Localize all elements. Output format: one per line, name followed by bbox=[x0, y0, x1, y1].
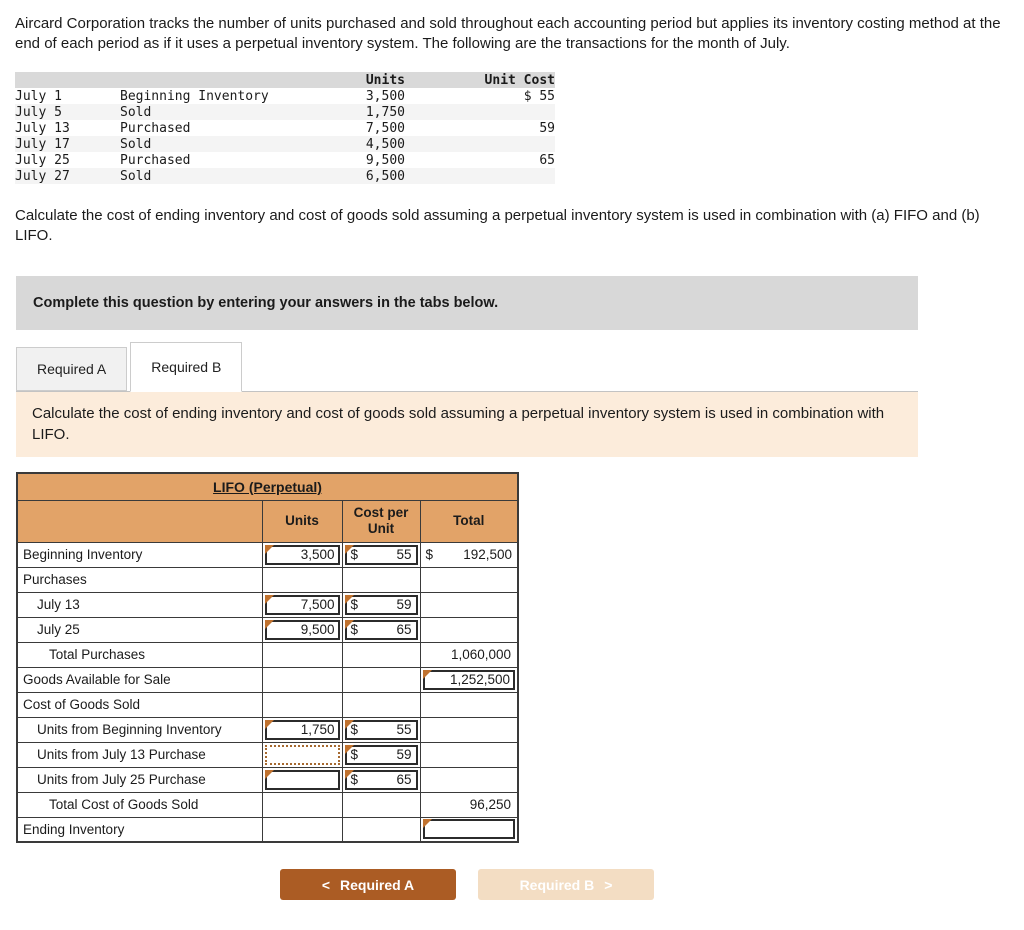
beginning-inventory-total: $ 192,500 bbox=[425, 547, 512, 562]
row-july-13: July 13 7,500 $ 59 bbox=[17, 592, 518, 617]
row-july-25: July 25 9,500 $ 65 bbox=[17, 617, 518, 642]
label-column-header bbox=[17, 500, 262, 542]
units-from-july-25-input[interactable] bbox=[265, 770, 340, 790]
july-13-cost-input[interactable]: $ 59 bbox=[345, 595, 418, 615]
problem-statement: Aircard Corporation tracks the number of units purchased and sold throughout each accounting period but applies its inventory costing method at the end of each period as if it uses a perpetual inventory system. The following are the transactions for the month of July. bbox=[15, 15, 1001, 52]
total-cogs-value: 96,250 bbox=[420, 792, 518, 817]
chevron-right-icon: > bbox=[604, 876, 613, 893]
total-purchases-value: 1,060,000 bbox=[420, 642, 518, 667]
ending-inventory-total-input[interactable] bbox=[423, 819, 516, 839]
lifo-header-row bbox=[17, 500, 518, 542]
lifo-title-row bbox=[17, 473, 518, 500]
row-total-purchases: Total Purchases 1,060,000 bbox=[17, 642, 518, 667]
required-a-button[interactable]: < Required A bbox=[280, 869, 456, 900]
tab-required-b[interactable]: Required B bbox=[130, 342, 242, 392]
table-row: July 17 Sold 4,500 bbox=[15, 136, 555, 152]
tab-instruction: Calculate the cost of ending inventory and cost of goods sold assuming a perpetual inventory system is used in combination with LIFO. bbox=[16, 392, 918, 457]
unit-cost-column-header: Unit Cost bbox=[405, 72, 555, 88]
july-13-units-input[interactable]: 7,500 bbox=[265, 595, 340, 615]
lifo-worksheet-table bbox=[16, 472, 519, 843]
cost-per-unit-column-header: Cost per Unit bbox=[342, 500, 420, 542]
units-column-header: Units bbox=[262, 500, 342, 542]
lifo-table-title: LIFO (Perpetual) bbox=[213, 478, 322, 495]
row-purchases: Purchases bbox=[17, 567, 518, 592]
row-units-from-beginning-inventory: Units from Beginning Inventory 1,750 $ 55 bbox=[17, 717, 518, 742]
row-total-cost-of-goods-sold: Total Cost of Goods Sold 96,250 bbox=[17, 792, 518, 817]
table-row: July 1 Beginning Inventory 3,500 $ 55 bbox=[15, 88, 555, 104]
beginning-inventory-units-input[interactable]: 3,500 bbox=[265, 545, 340, 565]
row-ending-inventory: Ending Inventory bbox=[17, 817, 518, 842]
table-row: July 27 Sold 6,500 bbox=[15, 168, 555, 184]
table-row: July 5 Sold 1,750 bbox=[15, 104, 555, 120]
units-from-july-25-cost-input[interactable]: $ 65 bbox=[345, 770, 418, 790]
table-row: July 13 Purchased 7,500 59 bbox=[15, 120, 555, 136]
row-units-from-july-25-purchase: Units from July 25 Purchase $ 65 bbox=[17, 767, 518, 792]
row-units-from-july-13-purchase: Units from July 13 Purchase $ 59 bbox=[17, 742, 518, 767]
row-cost-of-goods-sold: Cost of Goods Sold bbox=[17, 692, 518, 717]
transactions-table bbox=[15, 72, 555, 184]
goods-available-total-input[interactable]: 1,252,500 bbox=[423, 670, 516, 690]
row-beginning-inventory: Beginning Inventory 3,500 $ 55 $ 192,500 bbox=[17, 542, 518, 567]
july-25-units-input[interactable]: 9,500 bbox=[265, 620, 340, 640]
total-column-header: Total bbox=[420, 500, 518, 542]
chevron-left-icon: < bbox=[321, 876, 331, 893]
units-from-beginning-inventory-cost-input[interactable]: $ 55 bbox=[345, 720, 418, 740]
required-b-button[interactable]: Required B > bbox=[478, 869, 654, 900]
transactions-header-row bbox=[15, 72, 555, 88]
table-row: July 25 Purchased 9,500 65 bbox=[15, 152, 555, 168]
units-from-july-13-input[interactable] bbox=[265, 745, 340, 765]
row-goods-available: Goods Available for Sale 1,252,500 bbox=[17, 667, 518, 692]
units-column-header: Units bbox=[305, 72, 405, 88]
beginning-inventory-cost-input[interactable]: $ 55 bbox=[345, 545, 418, 565]
units-from-july-13-cost-input[interactable]: $ 59 bbox=[345, 745, 418, 765]
instruction-banner: Complete this question by entering your answers in the tabs below. bbox=[16, 276, 918, 330]
tab-required-a[interactable]: Required A bbox=[16, 347, 127, 391]
tabs bbox=[16, 342, 918, 392]
task-statement: Calculate the cost of ending inventory and cost of goods sold assuming a perpetual inventory system is used in combination with (a) FIFO and (b) LIFO. bbox=[15, 207, 980, 244]
july-25-cost-input[interactable]: $ 65 bbox=[345, 620, 418, 640]
footer-navigation bbox=[16, 869, 918, 900]
units-from-beginning-inventory-input[interactable]: 1,750 bbox=[265, 720, 340, 740]
